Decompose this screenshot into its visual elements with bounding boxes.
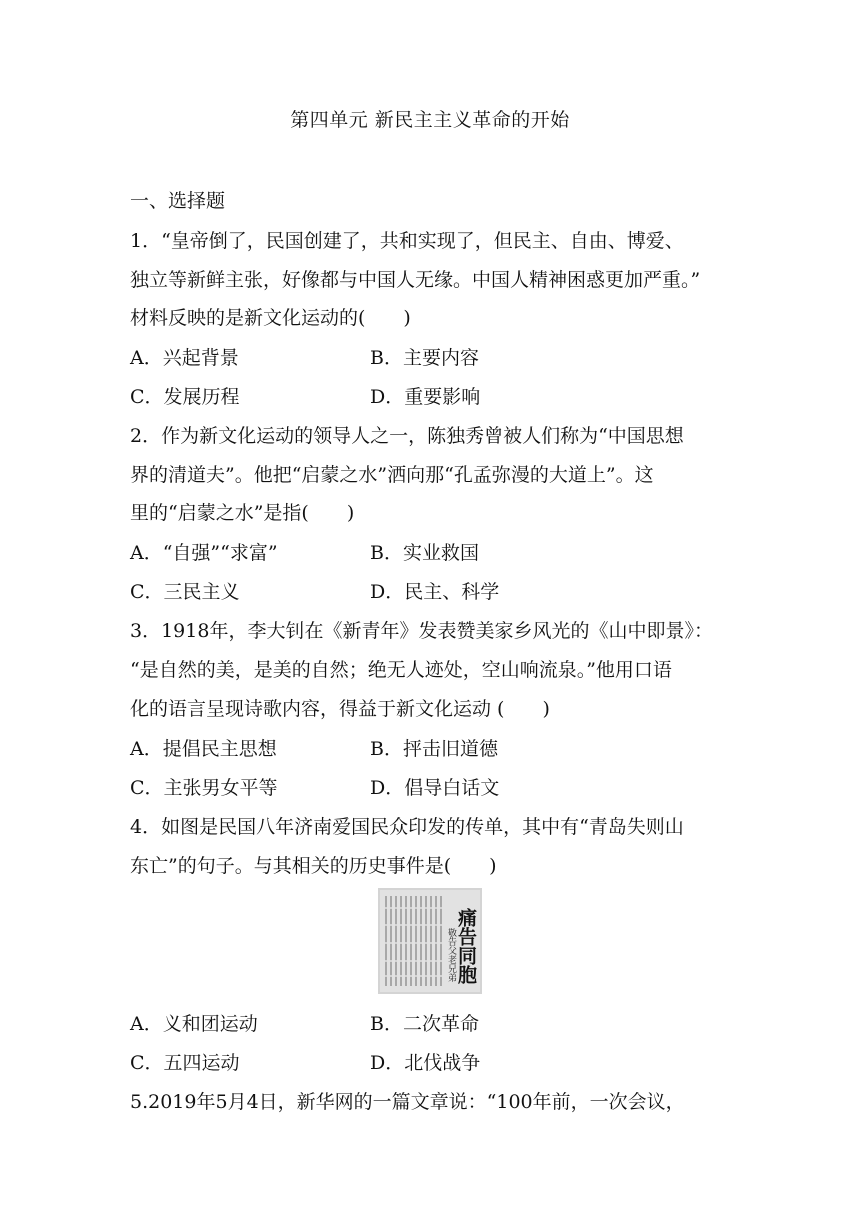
question-3-option-a[interactable]: A．提倡民主思想 xyxy=(130,738,277,760)
question-1-option-c[interactable]: C．发展历程 xyxy=(130,386,240,408)
question-3-line-2: “是自然的美，是美的自然；绝无人迹处，空山响流泉。”他用口语 xyxy=(130,659,672,681)
question-3-option-b[interactable]: B．抨击旧道德 xyxy=(370,738,498,760)
question-5-line-1: 5.2019年5月4日，新华网的一篇文章说：“100年前，一次会议， xyxy=(130,1091,685,1113)
question-2-option-b[interactable]: B．实业救国 xyxy=(370,542,479,564)
question-3-option-c[interactable]: C．主张男女平等 xyxy=(130,777,278,799)
question-3-line-1: 3．1918年，李大钊在《新青年》发表赞美家乡风光的《山中即景》： xyxy=(130,620,713,642)
leaflet-illustration xyxy=(378,888,482,994)
question-1-line-1: 1．“皇帝倒了，民国创建了，共和实现了，但民主、自由、博爱、 xyxy=(130,230,684,252)
question-3-line-3: 化的语言呈现诗歌内容，得益于新文化运动 ( ) xyxy=(130,698,550,720)
question-2-line-2: 界的清道夫”。他把“启蒙之水”洒向那“孔孟弥漫的大道上”。这 xyxy=(130,464,654,486)
question-4-option-a[interactable]: A．义和团运动 xyxy=(130,1013,258,1035)
question-2-line-1: 2．作为新文化运动的领导人之一，陈独秀曾被人们称为“中国思想 xyxy=(130,425,684,447)
question-4-line-2: 东亡”的句子。与其相关的历史事件是( ) xyxy=(130,855,497,877)
leaflet-image xyxy=(378,888,482,994)
question-1-line-2: 独立等新鲜主张，好像都与中国人无缘。中国人精神困惑更加严重。” xyxy=(130,269,701,291)
question-4-option-b[interactable]: B．二次革命 xyxy=(370,1013,479,1035)
question-1-line-3: 材料反映的是新文化运动的( ) xyxy=(130,307,411,329)
question-2-option-a[interactable]: A．“自强”“求富” xyxy=(130,542,278,564)
question-2-line-3: 里的“启蒙之水”是指( ) xyxy=(130,502,355,524)
question-4-line-1: 4．如图是民国八年济南爱国民众印发的传单，其中有“青岛失则山 xyxy=(130,816,684,838)
question-2-option-d[interactable]: D．民主、科学 xyxy=(370,581,500,603)
leaflet-heading: 痛告同胞 xyxy=(455,908,477,984)
question-3-option-d[interactable]: D．倡导白话文 xyxy=(370,777,500,799)
question-4-option-c[interactable]: C．五四运动 xyxy=(130,1052,240,1074)
question-1-option-d[interactable]: D．重要影响 xyxy=(370,386,481,408)
section-heading: 一、选择题 xyxy=(130,190,226,212)
question-4-option-d[interactable]: D．北伐战争 xyxy=(370,1052,481,1074)
question-1-option-a[interactable]: A．兴起背景 xyxy=(130,347,239,369)
question-1-option-b[interactable]: B．主要内容 xyxy=(370,347,479,369)
page-title: 第四单元 新民主主义革命的开始 xyxy=(290,109,570,131)
question-2-option-c[interactable]: C．三民主义 xyxy=(130,581,240,603)
leaflet-subheading: 敬告父老兄弟 xyxy=(446,928,456,982)
